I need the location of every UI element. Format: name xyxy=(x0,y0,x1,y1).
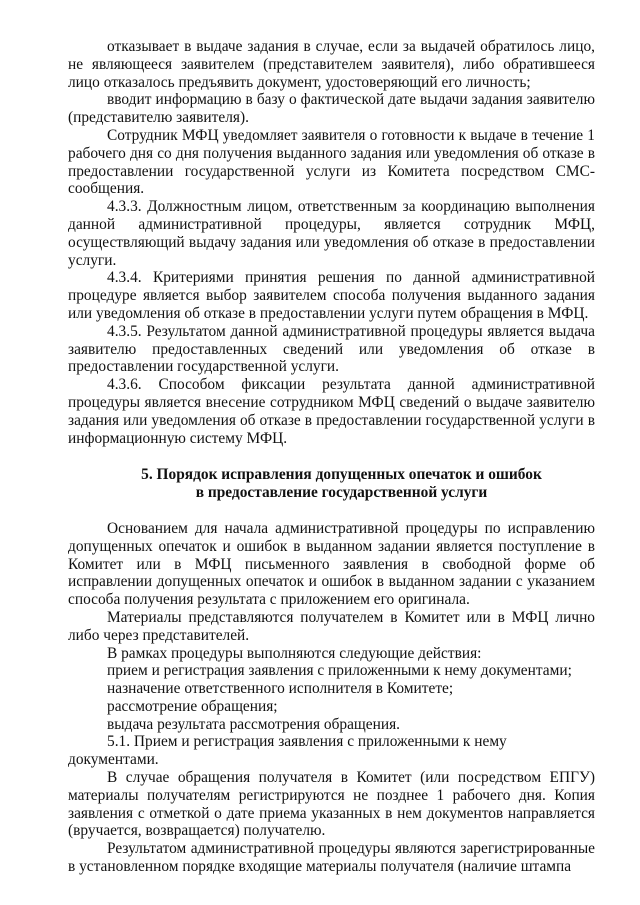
paragraph: 4.3.5. Результатом данной административной процедуры является выдача заявителю предоставленных сведений или уведомления об отказе в предоставлении государственной услуги. xyxy=(68,322,595,376)
section-heading-line-1: 5. Порядок исправления допущенных опечаток и ошибок xyxy=(141,466,542,484)
list-item: назначение ответственного исполнителя в Комитете; xyxy=(107,680,454,698)
paragraph: Основанием для начала административной процедуры по исправлению допущенных опечаток и ошибок в выданном задании является поступление в Комитет или в МФЦ письменного заявления в свободной форме об исправлении допущенных опечаток и ошибок в выданном задании с указанием способа получения результата с приложением его оригинала. xyxy=(68,519,595,609)
paragraph: 4.3.3. Должностным лицом, ответственным за координацию выполнения данной административной процедуры, является сотрудник МФЦ, осуществляющий выдачу задания или уведомления об отказе в предоставлении услуги. xyxy=(68,198,595,269)
section-heading xyxy=(68,466,595,502)
list-item: выдача результата рассмотрения обращения. xyxy=(107,715,401,733)
paragraph: вводит информацию в базу о фактической дате выдачи задания заявителю (представителю заявителя). xyxy=(68,91,595,127)
subsection-title: 5.1. Прием и регистрация заявления с приложенными к нему документами. xyxy=(68,733,507,769)
paragraph: В случае обращения получателя в Комитет (или посредством ЕПГУ) материалы получателям регистрируются не позднее 1 рабочего дня. Копия заявления с отметкой о дате приема указанных в нем документов направляется (вручается, возвращается) получателю. xyxy=(68,769,595,840)
list-item: В рамках процедуры выполняются следующие действия: xyxy=(107,644,482,662)
section-heading-line-2: в предоставление государственной услуги xyxy=(195,484,488,502)
paragraph: 4.3.4. Критериями принятия решения по данной административной процедуре является выбор заявителем способа получения выданного задания или уведомления об отказе в предоставлении услуги путем обращения в МФЦ. xyxy=(68,269,595,322)
list-item: рассмотрение обращения; xyxy=(107,697,278,715)
paragraph: Сотрудник МФЦ уведомляет заявителя о готовности к выдаче в течение 1 рабочего дня со дня получения выданного задания или уведомления об отказе в предоставлении государственной услуги из Комитета посредством СМС-сообщения. xyxy=(68,126,595,198)
paragraph: Результатом административной процедуры являются зарегистрированные в установленном порядке входящие материалы получателя (наличие штампа xyxy=(68,840,595,876)
list-item: прием и регистрация заявления с приложенными к нему документами; xyxy=(107,662,572,680)
paragraph: Материалы представляются получателем в Комитет или в МФЦ лично либо через представителей. xyxy=(68,608,595,644)
paragraph: отказывает в выдаче задания в случае, если за выдачей обратилось лицо, не являющееся заявителем (представителем заявителя), либо обратившееся лицо отказалось предъявить документ, удостоверяющий его личность; xyxy=(68,38,595,91)
paragraph: 4.3.6. Способом фиксации результата данной административной процедуры является внесение сотрудником МФЦ сведений о выдаче заявителю задания или уведомления об отказе в предоставлении государственной услуги в информационную систему МФЦ. xyxy=(68,376,595,447)
document-page xyxy=(68,38,595,876)
